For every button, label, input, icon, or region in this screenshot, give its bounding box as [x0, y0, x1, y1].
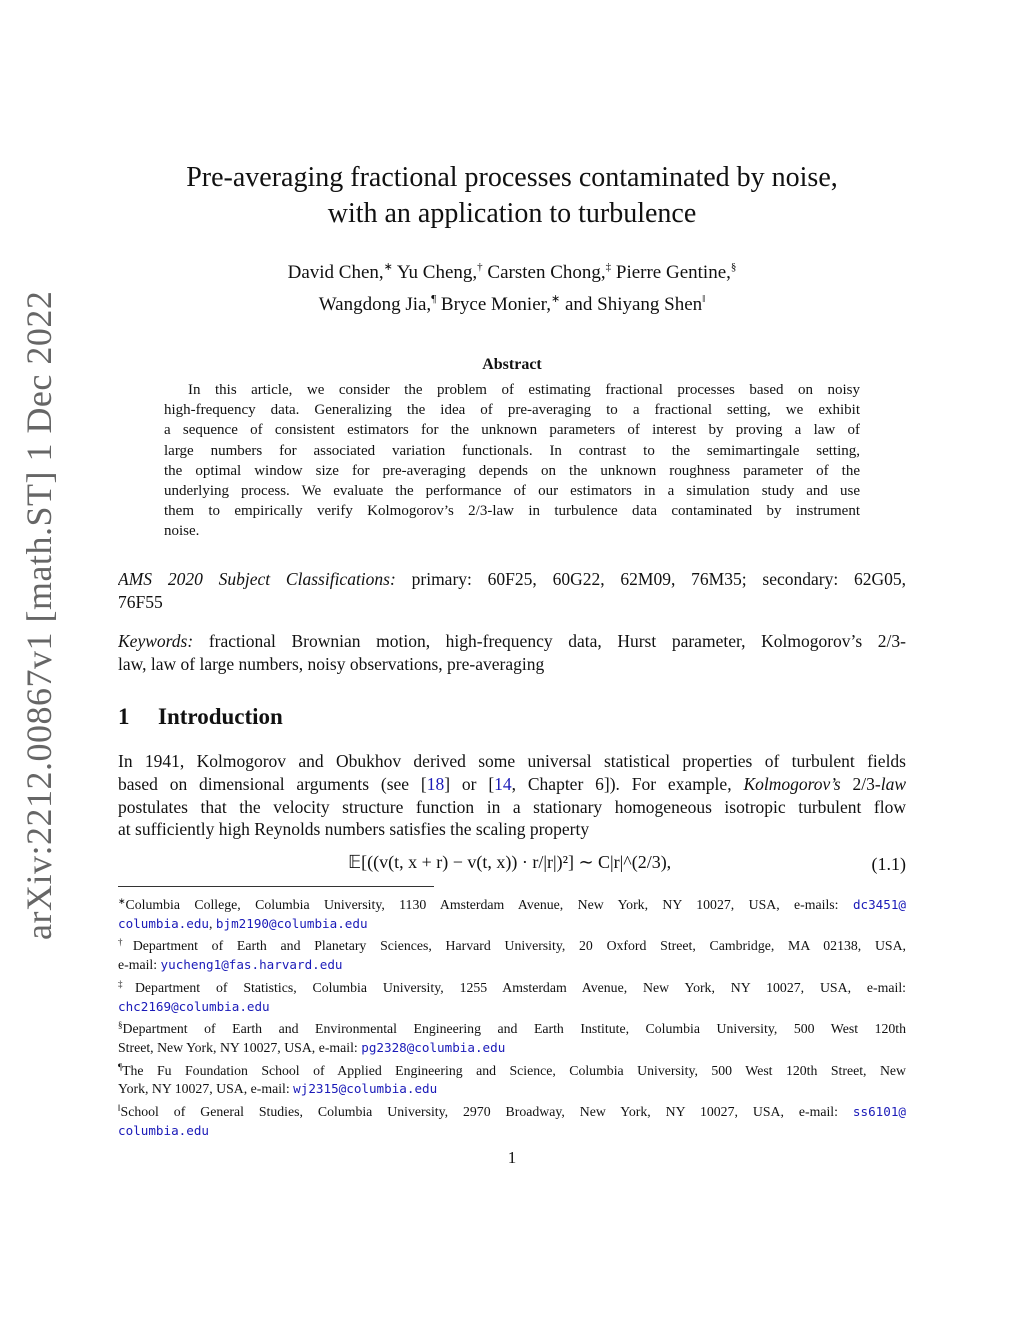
citation-link[interactable]: 18 — [426, 773, 445, 794]
footnote-text: Department of Earth and Planetary Sciences, Harvard University, 20 Oxford Street, Cambridge, MA 02138, USA, — [132, 938, 906, 954]
classification-label: AMS 2020 Subject Classifications: — [118, 569, 396, 589]
author-name: and Shiyang Shen — [564, 294, 703, 315]
footnote-text: , — [209, 915, 213, 931]
author-mark: § — [730, 261, 737, 273]
author-row-2 — [120, 286, 904, 318]
abstract-body — [164, 380, 860, 542]
intro-line: at sufficiently high Reynolds numbers satisfies the scaling property — [118, 819, 590, 840]
author-list — [120, 254, 904, 318]
author-mark: ‡ — [605, 261, 612, 273]
footnote-text: The Fu Foundation School of Applied Engineering and Science, Columbia University, 500 West 120th Street, New — [122, 1062, 906, 1078]
email-link[interactable]: bjm2190@columbia.edu — [215, 915, 368, 931]
author-mark: ¶ — [431, 293, 437, 305]
section-title: Introduction — [158, 704, 283, 729]
abstract-line: high-frequency data. Generalizing the idea of pre-averaging to a fractional setting, we exhibit — [164, 402, 860, 419]
author-name: Bryce Monier, — [440, 294, 551, 315]
intro-line: postulates that the velocity structure function in a stationary homogeneous isotropic turbulent flow — [118, 796, 906, 817]
equation-number: (1.1) — [871, 854, 906, 874]
intro-paragraph — [118, 750, 906, 841]
author-name: Pierre Gentine, — [615, 262, 731, 283]
author-name: Wangdong Jia, — [318, 294, 432, 315]
email-link[interactable]: columbia.edu — [118, 1122, 209, 1138]
author-name: David Chen, — [287, 262, 384, 283]
intro-italic: law — [880, 773, 906, 794]
author-name: Yu Cheng, — [396, 262, 478, 283]
footnote-text: Columbia College, Columbia University, 1130 Amsterdam Avenue, New York, NY 10027, USA, e-mails: — [125, 897, 839, 912]
section-heading — [118, 704, 283, 730]
classification-text-2: 76F55 — [118, 591, 163, 612]
footnote-text: York, NY 10027, USA, e-mail: — [118, 1081, 290, 1097]
footnote-text: Department of Statistics, Columbia University, 1255 Amsterdam Avenue, New York, NY 10027, USA, e-mail: — [134, 979, 906, 995]
footnotes — [118, 892, 906, 1140]
abstract-line: noise. — [164, 523, 200, 540]
section-number: 1 — [118, 704, 130, 729]
intro-text: based on dimensional arguments (see [ — [118, 773, 427, 794]
footnote-text: e-mail: — [118, 957, 158, 973]
author-mark: † — [477, 261, 483, 273]
equation-expression: 𝔼[((v(t, x + r) − v(t, x)) · r/|r|)²] ∼ C|r|^(2/3), — [348, 852, 672, 872]
author-mark: ‖ — [702, 293, 706, 305]
intro-line: In 1941, Kolmogorov and Obukhov derived some universal statistical properties of turbulent fields — [118, 751, 906, 771]
keywords-text-2: law, law of large numbers, noisy observations, pre-averaging — [118, 653, 545, 674]
intro-italic: Kolmogorov’s — [743, 773, 841, 794]
author-name: Carsten Chong, — [487, 262, 606, 283]
author-row-1 — [120, 254, 904, 286]
abstract-line: underlying process. We evaluate the performance of our estimators in a simulation study and use — [164, 482, 860, 499]
keywords-label: Keywords: — [118, 631, 194, 651]
author-mark: ∗ — [550, 293, 561, 305]
footnote-mark: † — [118, 937, 133, 948]
footnote-mark: ‖ — [118, 1103, 121, 1114]
title-line-1: Pre-averaging fractional processes contaminated by noise, — [186, 162, 838, 193]
email-link[interactable]: ss6101@ — [852, 1104, 906, 1120]
abstract-line: them to empirically verify Kolmogorov’s 2/3-law in turbulence data contaminated by instrument — [164, 503, 860, 520]
author-mark: ∗ — [383, 261, 393, 273]
footnote-rule — [118, 886, 434, 887]
footnote-text: Street, New York, NY 10027, USA, e-mail: — [118, 1039, 358, 1055]
abstract-line: In this article, we consider the problem of estimating fractional processes based on noisy — [188, 382, 860, 398]
footnote-mark: ¶ — [118, 1061, 123, 1072]
abstract-line: large numbers for associated variation functionals. In contrast to the semimartingale setting, — [164, 442, 860, 459]
keywords — [118, 630, 906, 676]
email-link[interactable]: wj2315@columbia.edu — [293, 1081, 438, 1097]
footnote-text: Department of Earth and Environmental Engineering and Earth Institute, Columbia University, 500 West 120th — [122, 1021, 906, 1037]
email-link[interactable]: chc2169@columbia.edu — [118, 998, 270, 1014]
intro-text: , Chapter 6]). For example, — [511, 773, 732, 794]
email-link[interactable]: yucheng1@fas.harvard.edu — [160, 957, 343, 973]
email-link[interactable]: dc3451@ — [852, 897, 906, 912]
paper-title — [120, 160, 904, 232]
footnote-mark: ∗ — [118, 896, 126, 906]
abstract-line: the optimal window size for pre-averaging depends on the unknown roughness parameter of the — [164, 462, 860, 479]
footnote-text: School of General Studies, Columbia University, 2970 Broadway, New York, NY 10027, USA, e-mail: — [120, 1104, 838, 1120]
keywords-text: fractional Brownian motion, high-frequency data, Hurst parameter, Kolmogorov’s 2/3- — [208, 631, 906, 651]
equation-1-1 — [118, 850, 906, 880]
abstract-line: a sequence of consistent estimators for the unknown parameters of interest by proving a law of — [164, 422, 860, 439]
intro-text: 2/3- — [852, 773, 881, 794]
arxiv-side-identifier: arXiv:2212.00867v1 [math.ST] 1 Dec 2022 — [19, 290, 59, 940]
footnote-mark: § — [118, 1020, 123, 1031]
citation-link[interactable]: 14 — [494, 773, 512, 794]
intro-text: ] or [ — [444, 773, 495, 794]
email-link[interactable]: pg2328@columbia.edu — [361, 1039, 506, 1055]
classification-text: primary: 60F25, 60G22, 62M09, 76M35; secondary: 62G05, — [411, 569, 906, 589]
title-line-2: with an application to turbulence — [327, 198, 697, 229]
abstract-heading: Abstract — [482, 356, 542, 373]
page-number: 1 — [507, 1148, 517, 1167]
email-link[interactable]: columbia.edu — [118, 915, 209, 931]
footnote-mark: ‡ — [118, 978, 135, 989]
subject-classifications — [118, 568, 906, 614]
